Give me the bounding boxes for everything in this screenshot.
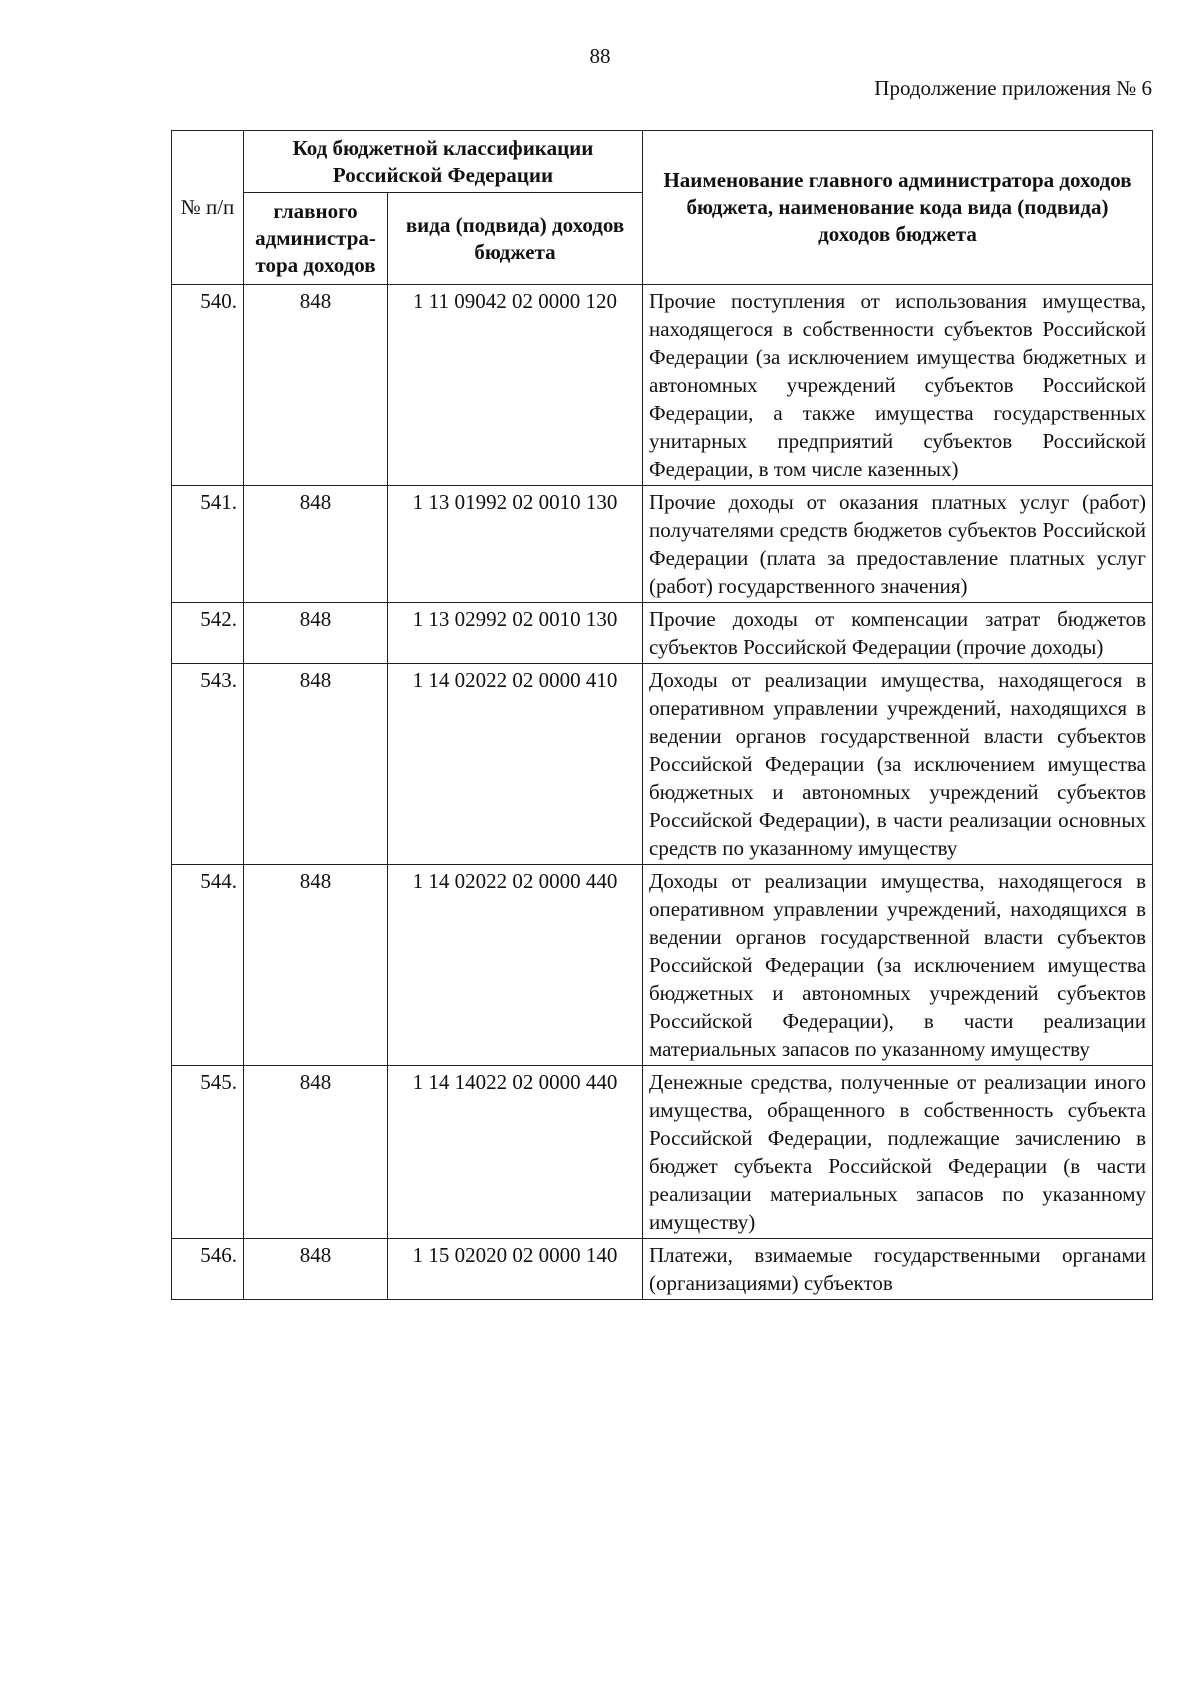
income-code: 1 13 02992 02 0010 130 bbox=[388, 603, 643, 664]
income-description: Платежи, взимаемые государственными органами (организациями) субъектов bbox=[643, 1239, 1153, 1300]
header-name: Наименование главного администратора доходов бюджета, наименование кода вида (подвида) доходов бюджета bbox=[643, 131, 1153, 285]
income-description: Доходы от реализации имущества, находящегося в оперативном управлении учреждений, находящихся в ведении органов государственной власти субъектов Российской Федерации (за исключением имущества бюджетных и автономных учреждений субъектов Российской Федерации), в части реализации материальных запасов по указанному имуществу bbox=[643, 865, 1153, 1066]
header-row-number: № п/п bbox=[172, 131, 244, 285]
income-description: Прочие доходы от компенсации затрат бюджетов субъектов Российской Федерации (прочие доходы) bbox=[643, 603, 1153, 664]
row-number: 540. bbox=[172, 285, 244, 486]
table-row bbox=[172, 285, 1153, 486]
continuation-note: Продолжение приложения № 6 bbox=[874, 76, 1152, 100]
income-code: 1 14 14022 02 0000 440 bbox=[388, 1066, 643, 1239]
page-number: 88 bbox=[589, 44, 611, 68]
income-code: 1 14 02022 02 0000 440 bbox=[388, 865, 643, 1066]
table-row bbox=[172, 603, 1153, 664]
table-row bbox=[172, 1066, 1153, 1239]
administrator-code: 848 bbox=[244, 486, 388, 603]
header-income-type: вида (подвида) доходов бюджета bbox=[388, 193, 643, 285]
row-number: 546. bbox=[172, 1239, 244, 1300]
administrator-code: 848 bbox=[244, 603, 388, 664]
row-number: 545. bbox=[172, 1066, 244, 1239]
income-description: Прочие доходы от оказания платных услуг (работ) получателями средств бюджетов субъектов Российской Федерации (плата за предоставление платных услуг (работ) государственного значения) bbox=[643, 486, 1153, 603]
row-number: 542. bbox=[172, 603, 244, 664]
income-description: Доходы от реализации имущества, находящегося в оперативном управлении учреждений, находящихся в ведении органов государственной власти субъектов Российской Федерации (за исключением имущества бюджетных и автономных учреждений субъектов Российской Федерации), в части реализации основных средств по указанному имуществу bbox=[643, 664, 1153, 865]
administrator-code: 848 bbox=[244, 865, 388, 1066]
table-row bbox=[172, 1239, 1153, 1300]
administrator-code: 848 bbox=[244, 1066, 388, 1239]
income-code: 1 15 02020 02 0000 140 bbox=[388, 1239, 643, 1300]
income-code: 1 11 09042 02 0000 120 bbox=[388, 285, 643, 486]
row-number: 544. bbox=[172, 865, 244, 1066]
row-number: 541. bbox=[172, 486, 244, 603]
header-main-administrator: главного администра-тора доходов bbox=[244, 193, 388, 285]
row-number: 543. bbox=[172, 664, 244, 865]
administrator-code: 848 bbox=[244, 664, 388, 865]
administrator-code: 848 bbox=[244, 1239, 388, 1300]
income-description: Прочие поступления от использования имущества, находящегося в собственности субъектов Российской Федерации (за исключением имущества бюджетных и автономных учреждений субъектов Российской Федерации, а также имущества государственных унитарных предприятий субъектов Российской Федерации, в том числе казенных) bbox=[643, 285, 1153, 486]
income-code: 1 13 01992 02 0010 130 bbox=[388, 486, 643, 603]
table-row bbox=[172, 486, 1153, 603]
table-row bbox=[172, 664, 1153, 865]
administrator-code: 848 bbox=[244, 285, 388, 486]
budget-classification-table bbox=[171, 130, 1153, 1300]
income-code: 1 14 02022 02 0000 410 bbox=[388, 664, 643, 865]
income-description: Денежные средства, полученные от реализации иного имущества, обращенного в собственность субъекта Российской Федерации, подлежащие зачислению в бюджет субъекта Российской Федерации (в части реализации материальных запасов по указанному имуществу) bbox=[643, 1066, 1153, 1239]
table-row bbox=[172, 865, 1153, 1066]
header-budget-classification: Код бюджетной классификации Российской Федерации bbox=[244, 131, 643, 193]
